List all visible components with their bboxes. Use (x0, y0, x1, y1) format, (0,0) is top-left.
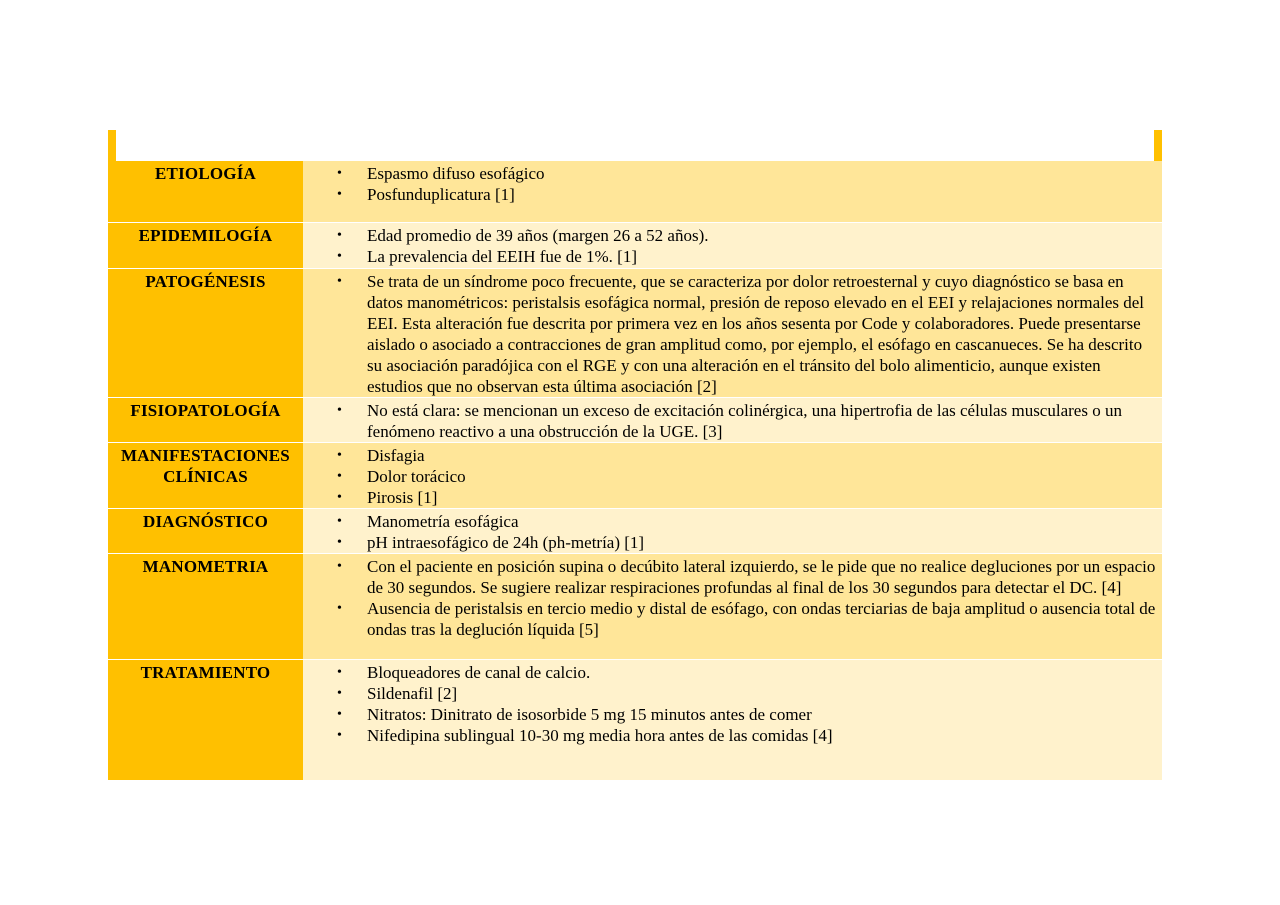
table-row-manifestaciones (108, 442, 1162, 508)
list-item (303, 704, 1162, 725)
bullet-list (303, 398, 1162, 442)
list-item-text: Manometría esofágica (367, 511, 519, 531)
info-table (108, 161, 1162, 781)
table-header-bar (108, 130, 1162, 161)
row-content (303, 508, 1162, 553)
row-content (303, 553, 1162, 659)
bullet-icon: • (337, 468, 342, 484)
row-content (303, 222, 1162, 268)
table-row-tratamiento (108, 659, 1162, 780)
bullet-icon: • (337, 558, 342, 574)
list-item (303, 725, 1162, 746)
bullet-icon: • (337, 706, 342, 722)
table-row-diagnostico (108, 508, 1162, 553)
bullet-icon: • (337, 447, 342, 463)
row-label: TRATAMIENTO (108, 659, 303, 780)
table-row-epidemiologia (108, 222, 1162, 268)
header-accent-right (1154, 130, 1162, 161)
row-content (303, 659, 1162, 780)
list-item (303, 511, 1162, 532)
list-item-text: La prevalencia del EEIH fue de 1%. [1] (367, 246, 637, 266)
row-label: PATOGÉNESIS (108, 268, 303, 397)
table-row-patogenesis (108, 268, 1162, 397)
bullet-icon: • (337, 166, 342, 181)
list-item (303, 683, 1162, 704)
row-content (303, 442, 1162, 508)
bullet-icon: • (337, 727, 342, 743)
row-label: ETIOLOGÍA (108, 161, 303, 222)
info-table-body (108, 161, 1162, 780)
bullet-list (303, 509, 1162, 553)
list-item (303, 662, 1162, 683)
list-item (303, 246, 1162, 267)
row-label: MANOMETRIA (108, 553, 303, 659)
bullet-list (303, 161, 1162, 205)
list-item-text: Nitratos: Dinitrato de isosorbide 5 mg 15 minutos antes de comer (367, 704, 812, 724)
bullet-list (303, 554, 1162, 640)
list-item (303, 556, 1162, 598)
list-item-text: Disfagia (367, 445, 425, 465)
bullet-list (303, 269, 1162, 397)
list-item (303, 598, 1162, 640)
list-item (303, 487, 1162, 508)
row-label: FISIOPATOLOGÍA (108, 397, 303, 442)
bullet-icon: • (337, 489, 342, 505)
bullet-icon: • (337, 664, 342, 680)
list-item (303, 184, 1162, 205)
row-label: EPIDEMILOGÍA (108, 222, 303, 268)
table-row-fisiopatologia (108, 397, 1162, 442)
list-item-text: Se trata de un síndrome poco frecuente, que se caracteriza por dolor retroesternal y cuyo diagnóstico se basa en datos manométricos: peristalsis esofágica normal, presión de reposo elevado en el EEI y relajaciones normales del EEI. Esta alteración fue descrita por primera vez en los años sesenta por Code y colaboradores. Puede presentarse aislado o asociado a contracciones de gran amplitud como, por ejemplo, el esófago en cascanueces. Se ha descrito su asociación paradójica con el RGE y con una alteración en el tránsito del bolo alimenticio, aunque existen estudios que no observan esta última asociación [2] (367, 271, 1145, 396)
bullet-list (303, 660, 1162, 746)
bullet-icon: • (337, 187, 342, 202)
list-item-text: Con el paciente en posición supina o decúbito lateral izquierdo, se le pide que no realice degluciones por un espacio de 30 segundos. Se sugiere realizar respiraciones profundas al final de los 30 segundos para detectar el DC. [4] (367, 556, 1156, 597)
bullet-icon: • (337, 248, 342, 264)
list-item-text: Bloqueadores de canal de calcio. (367, 662, 591, 682)
bullet-icon: • (337, 402, 342, 418)
list-item-text: Nifedipina sublingual 10-30 mg media hora antes de las comidas [4] (367, 725, 833, 745)
list-item-text: Sildenafil [2] (367, 683, 458, 703)
header-accent-left (108, 130, 116, 161)
bullet-icon: • (337, 513, 342, 529)
table-row-etiologia (108, 161, 1162, 222)
list-item-text: Dolor torácico (367, 466, 466, 486)
row-label: MANIFESTACIONES CLÍNICAS (108, 442, 303, 508)
list-item-text: Espasmo difuso esofágico (367, 164, 545, 183)
row-content (303, 397, 1162, 442)
bullet-list (303, 443, 1162, 508)
list-item (303, 445, 1162, 466)
list-item (303, 400, 1162, 442)
list-item (303, 466, 1162, 487)
list-item-text: Ausencia de peristalsis en tercio medio y distal de esófago, con ondas terciarias de baja amplitud o ausencia total de ondas tras la deglución líquida [5] (367, 598, 1156, 639)
bullet-icon: • (337, 600, 342, 616)
row-content (303, 161, 1162, 222)
list-item (303, 271, 1162, 397)
list-item-text: pH intraesofágico de 24h (ph-metría) [1] (367, 532, 645, 552)
list-item-text: Edad promedio de 39 años (margen 26 a 52 años). (367, 225, 709, 245)
bullet-icon: • (337, 685, 342, 701)
list-item-text: Pirosis [1] (367, 487, 438, 507)
bullet-icon: • (337, 227, 342, 243)
row-content (303, 268, 1162, 397)
list-item (303, 532, 1162, 553)
list-item (303, 163, 1162, 184)
row-label: DIAGNÓSTICO (108, 508, 303, 553)
list-item (303, 225, 1162, 246)
bullet-list (303, 223, 1162, 267)
bullet-icon: • (337, 273, 342, 289)
list-item-text: Posfunduplicatura [1] (367, 185, 515, 204)
bullet-icon: • (337, 534, 342, 550)
list-item-text: No está clara: se mencionan un exceso de excitación colinérgica, una hipertrofia de las células musculares o un fenómeno reactivo a una obstrucción de la UGE. [3] (367, 400, 1122, 441)
table-row-manometria (108, 553, 1162, 659)
